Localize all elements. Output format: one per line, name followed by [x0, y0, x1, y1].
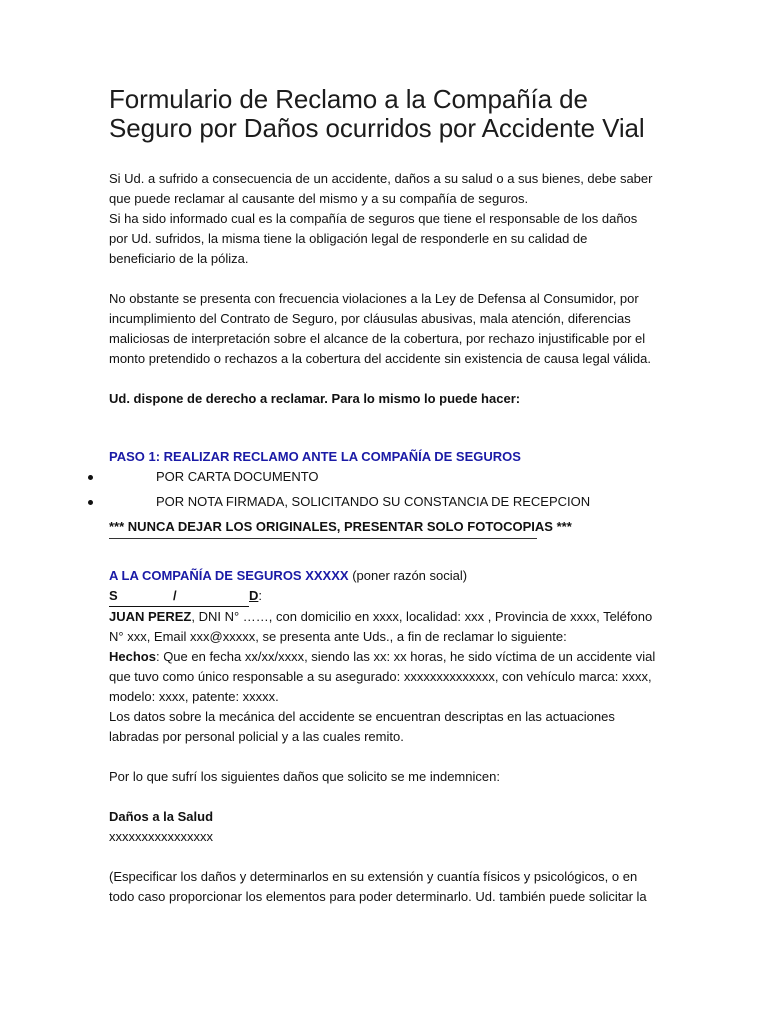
- recipient-note: (poner razón social): [348, 568, 468, 583]
- list-item: [109, 492, 657, 512]
- list-item-text: POR NOTA FIRMADA, SOLICITANDO SU CONSTANCIA DE RECEPCION: [156, 494, 591, 509]
- intro-paragraph-2: Si ha sido informado cual es la compañía de seguros que tiene el responsable de los daños por Ud. sufridos, la misma tiene la obligación legal de responderle en su calidad de beneficiario de la póliza.: [109, 211, 638, 266]
- intro-paragraph-1: Si Ud. a sufrido a consecuencia de un accidente, daños a su salud o a sus bienes, debe saber que puede reclamar al causante del mismo y a su compañía de seguros.: [109, 171, 653, 206]
- originals-warning: *** NUNCA DEJAR LOS ORIGINALES, PRESENTAR SOLO FOTOCOPIAS ***: [109, 519, 572, 534]
- specify-paragraph: (Especificar los daños y determinarlos en su extensión y cuantía físicos y psicológicos, o en todo caso proporcionar los elementos para poder determinarlo. Ud. también puede solicitar la: [109, 869, 647, 904]
- right-to-claim-text: Ud. dispone de derecho a reclamar. Para lo mismo lo puede hacer:: [109, 391, 521, 406]
- bullet-icon: [88, 500, 93, 505]
- facts-text: : Que en fecha xx/xx/xxxx, siendo las xx: xx horas, he sido víctima de un accidente vial que tuvo como único responsable a su asegurado: xxxxxxxxxxxxxx, con vehículo marca: xxxx, modelo: xxxx, patente: xxxxx.: [109, 649, 656, 704]
- list-item: [109, 467, 657, 487]
- list-item-text: POR CARTA DOCUMENTO: [156, 469, 319, 484]
- damages-intro: Por lo que sufrí los siguientes daños que solicito se me indemnicen:: [109, 769, 500, 784]
- step-1-options-list: [109, 467, 657, 512]
- sender-name: JUAN PEREZ: [109, 609, 192, 624]
- sd-colon: :: [258, 588, 263, 603]
- health-damages-value: xxxxxxxxxxxxxxxx: [109, 829, 213, 844]
- recipient-company: A LA COMPAÑÍA DE SEGUROS XXXXX: [109, 568, 349, 583]
- sender-details: , DNI N° ……, con domicilio en xxxx, localidad: xxx , Provincia de xxxx, Teléfono N° xxx, Email xxx@xxxxx, se presenta ante Uds., a fin de reclamar lo siguiente:: [109, 609, 653, 644]
- step-1-heading: PASO 1: REALIZAR RECLAMO ANTE LA COMPAÑÍA DE SEGUROS: [109, 449, 521, 464]
- sd-s: S: [109, 588, 118, 603]
- sd-slash: /: [173, 588, 177, 603]
- facts-label: Hechos: [109, 649, 156, 664]
- document-body: [109, 85, 657, 907]
- mechanics-paragraph: Los datos sobre la mecánica del accidente se encuentran descriptas en las actuaciones labradas por personal policial y a las cuales remito.: [109, 709, 615, 744]
- health-damages-heading: Daños a la Salud: [109, 809, 214, 824]
- bullet-icon: [88, 475, 93, 480]
- sender-paragraph: [109, 607, 657, 647]
- facts-paragraph: [109, 647, 657, 707]
- violations-paragraph: No obstante se presenta con frecuencia violaciones a la Ley de Defensa al Consumidor, por incumplimiento del Contrato de Seguro, por cláusulas abusivas, mala atención, diferencias maliciosas de interpretación sobre el alcance de la cobertura, por rechazo injustificable por el monto pretendido o rechazos a la cobertura del accidente sin existencia de causa legal válida.: [109, 291, 652, 366]
- sd-d: D: [249, 588, 259, 603]
- recipient-line: [109, 566, 657, 586]
- document-title: Formulario de Reclamo a la Compañía de Seguro por Daños ocurridos por Accidente Vial: [109, 84, 645, 143]
- salutation-sd: [109, 586, 657, 607]
